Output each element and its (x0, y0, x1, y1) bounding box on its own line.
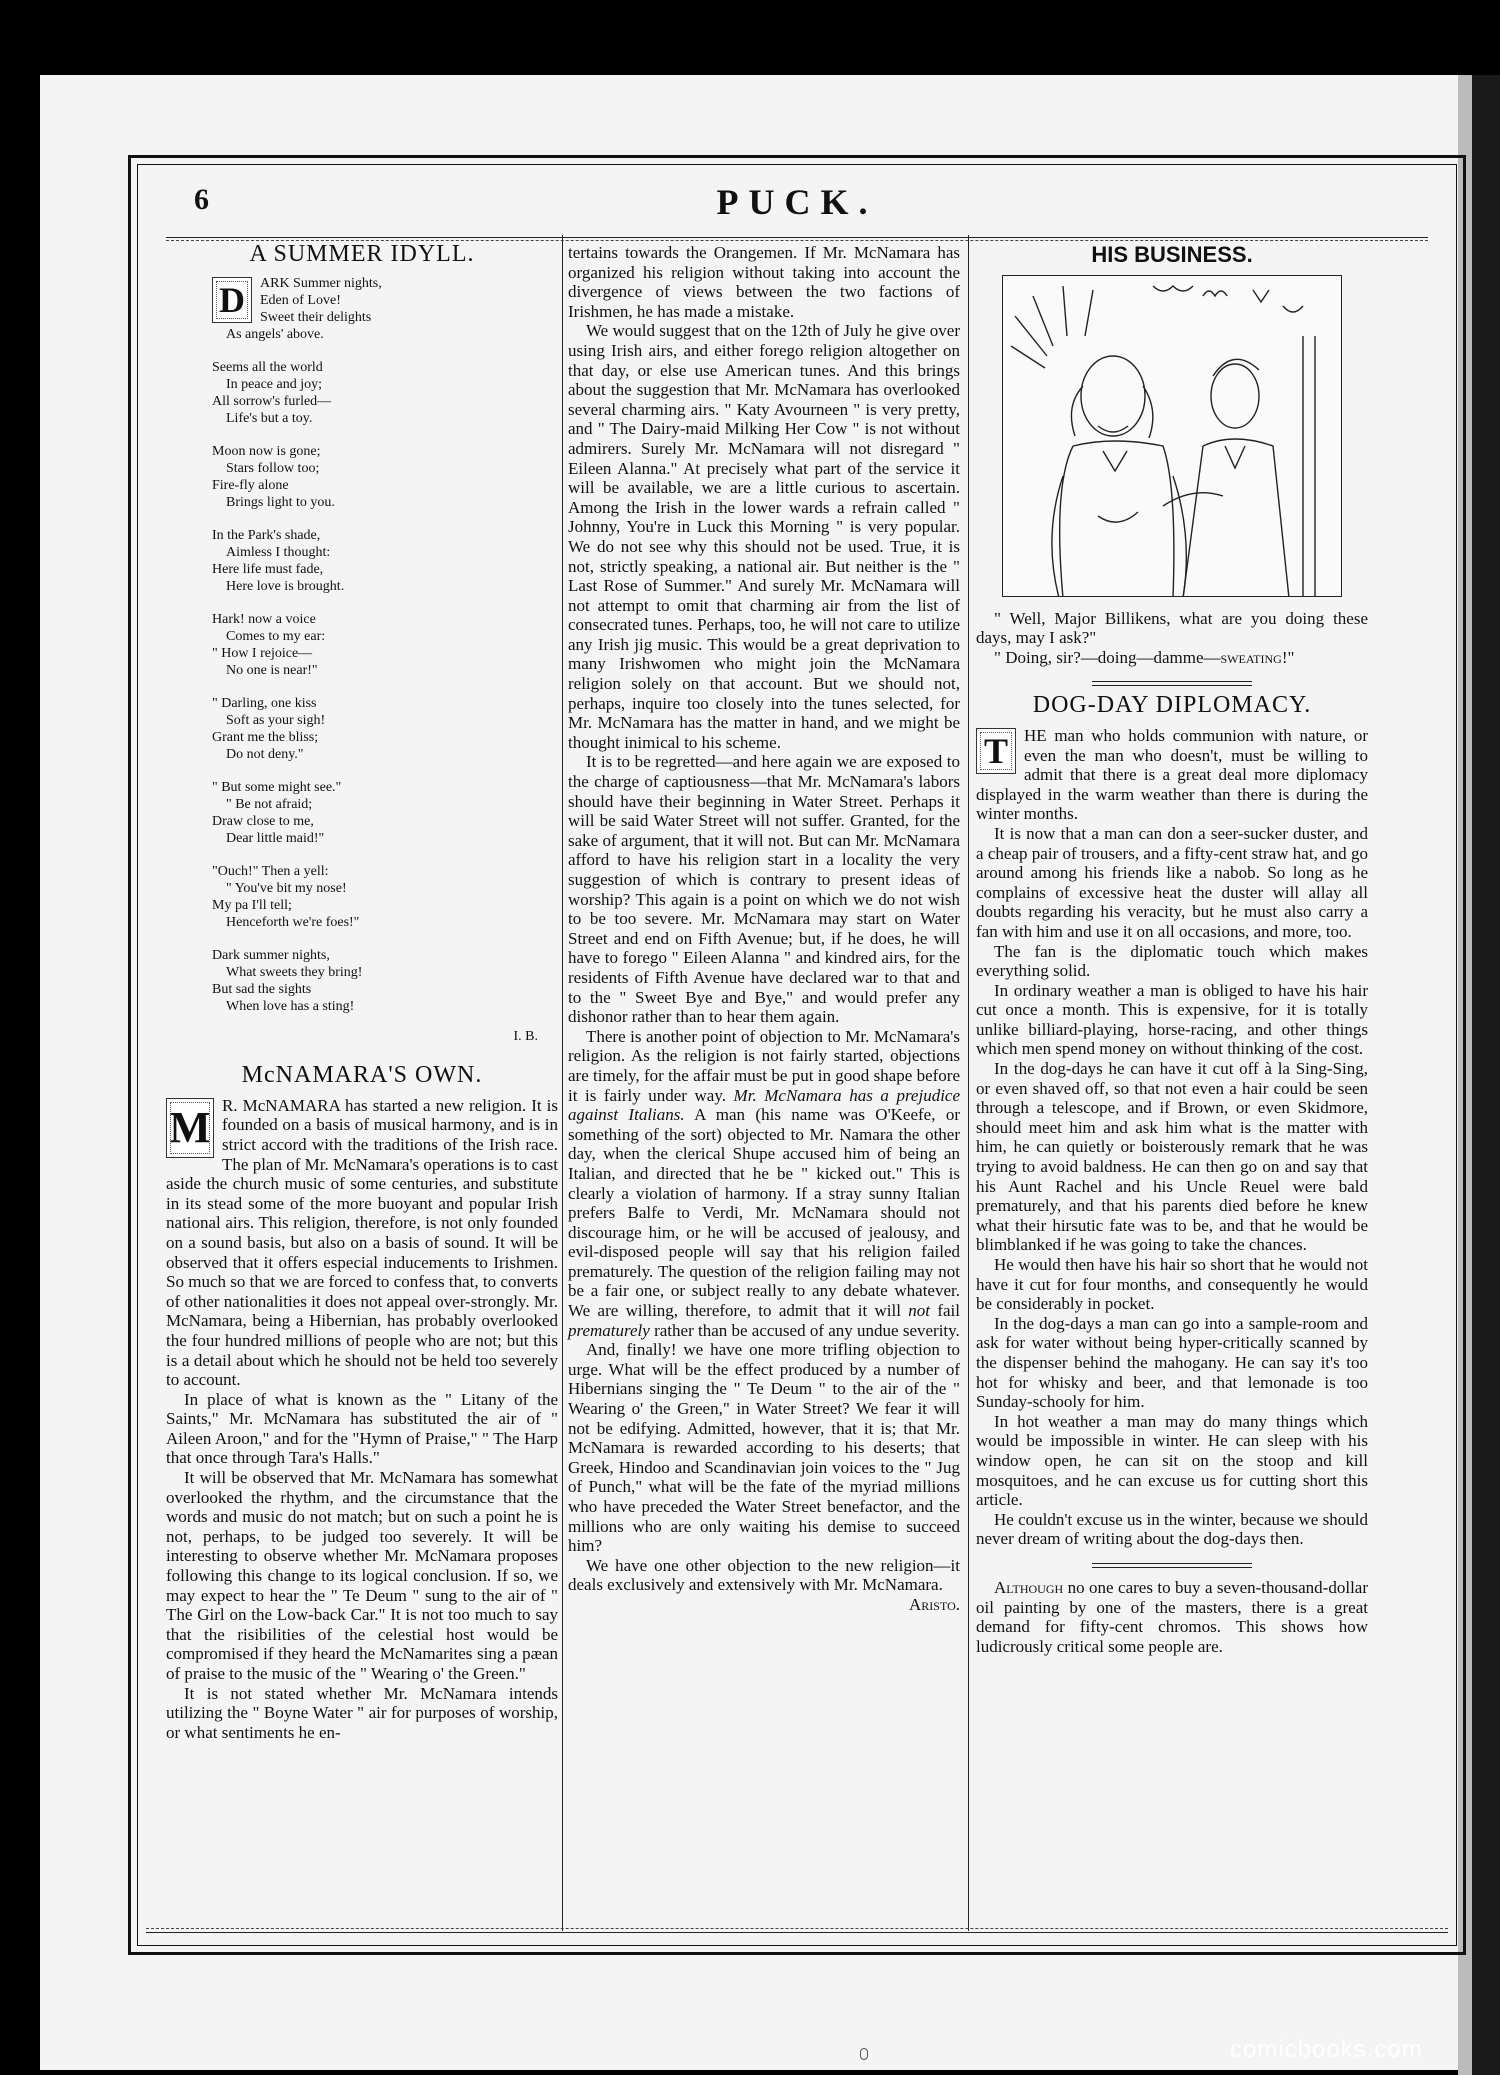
drop-cap: T (976, 728, 1016, 774)
article-paragraph: We have one other objection to the new religion—it deals exclusively and extensively with Mr. McNamara. Aristo. (568, 1555, 960, 1614)
column-rule (968, 235, 969, 1931)
section-divider (1092, 1563, 1252, 1564)
article-paragraph: He would then have his hair so short that he would not have it cut for four months, and consequently he would be considerably in pocket. (976, 1255, 1368, 1314)
poem-stanza: "Ouch!" Then a yell: " You've bit my nose! My pa I'll tell; Henceforth we're foes!" (212, 863, 360, 930)
drop-cap: D (212, 277, 252, 323)
column-1 (166, 243, 558, 1742)
article-paragraph: Although no one cares to buy a seven-thousand-dollar oil painting by one of the masters, there is a great demand for fifty-cent chromos. This shows how ludicrously critical some people are. (976, 1577, 1369, 1656)
poem-stanza: In the Park's shade, Aimless I thought: Here life must fade, Here love is brought. (212, 527, 345, 594)
article-paragraph: It is not stated whether Mr. McNamara intends utilizing the " Boyne Water " air for purposes of worship, or what sentiments he en- (166, 1683, 558, 1742)
drop-cap: M (166, 1098, 214, 1158)
article-paragraph: It is to be regretted—and here again we are exposed to the charge of captiousness—that Mr. McNamara's labors should have their beginning in Water Street. Perhaps it will be said Water Street will not suffer. Granted, for the sake of argument, that it will not. But can Mr. McNamara afford to have his religion start in a locality the very suggestion of which is contrary to present ideas of worship? This again is a point on which we do not wish to be too severe. Mr. McNamara may start on Water Street and end on Fifth Avenue; but, if he does, he will have to forego " Eileen Alanna " and kindred airs, for the residents of Fifth Avenue have declared war to that and to the " Sweet Bye and Bye," and would prefer any dishonor rather than to hear them again. (568, 752, 960, 1027)
article-paragraph: He couldn't excuse us in the winter, because we should never dream of writing about the dog-days then. (976, 1509, 1368, 1549)
article-paragraph: It is now that a man can don a seer-sucker duster, and a cheap pair of trousers, and a fifty-cent straw hat, and go around among his friends like a nabob. So long as he complains of excessive heat the duster will allay all doubts regarding his veracity, but he must also carry a fan with him and use it on all occasions, and more, too. (976, 823, 1368, 941)
poem-stanza: D ARK Summer nights, Eden of Love! Sweet their delights As angels' above. (212, 275, 558, 343)
page-header (158, 183, 1436, 223)
article-paragraph: The fan is the diplomatic touch which makes everything solid. (976, 941, 1368, 981)
article-paragraph: And, finally! we have one more trifling objection to urge. What will be the effect produced by a number of Hibernians singing the " Te Deum " to the air of the " Wearing o' the Green," in Water Street? We fear it will not be edifying. Admitted, however, that it is; that Mr. McNamara is rewarded according to his deserts; that Greek, Hindoo and Scandinavian join voices to the " Jug of Punch," what will be the fate of the myriad millions who have preceded the Water Street benefactor, and the millions who are only waiting his demise to succeed him? (568, 1340, 960, 1556)
column-rule (562, 235, 563, 1931)
article-title: McNAMARA'S OWN. (241, 1062, 483, 1089)
article-paragraph: In hot weather a man may do many things which would be impossible in winter. He can sleep with his window open, he can sit on the stoop and kill mosquitoes, and he can excuse us for cutting short this article. (976, 1411, 1368, 1510)
poem-stanza: Hark! now a voice Comes to my ear: " How I rejoice— No one is near!" (212, 611, 326, 678)
site-watermark: comicbooks.com (1230, 2036, 1423, 2063)
article-paragraph: It will be observed that Mr. McNamara has somewhat overlooked the rhythm, and the circumstance that the words and music do not match; but on such a point he is not, perhaps, to be judged too severely. It will be interesting to observe whether Mr. McNamara proposes following this change to its logical conclusion. If so, we may expect to hear the " Te Deum " sung to the air of " The Girl on the Low-back Car." It is not too much to say that the risibilities of the celestial host would be compromised if they heard the McNamarites sing a pæan of praise to the music of the " Wearing o' the Green." (166, 1468, 558, 1683)
poem-stanza: Dark summer nights, What sweets they bring! But sad the sights When love has a sting! (212, 947, 363, 1014)
poem-stanza: " But some might see." " Be not afraid; Draw close to me, Dear little maid!" (212, 779, 342, 846)
article-paragraph: tertains towards the Orangemen. If Mr. McNamara has organized his religion without taking into account the divergence of views between the two factions of Irishmen, he has made a mistake. (568, 243, 960, 321)
poem-stanza: " Darling, one kiss Soft as your sigh! Grant me the bliss; Do not deny." (212, 695, 326, 762)
article-title: DOG-DAY DIPLOMACY. (1032, 692, 1312, 719)
article-paragraph: We would suggest that on the 12th of July he give over using Irish airs, and either forego religion altogether on that day, or else use American tunes. And this brings about the suggestion that Mr. McNamara has overlooked several charming airs. " Katy Avourneen " is very pretty, and " The Dairy-maid Milking Her Cow " is not without admirers. Surely Mr. McNamara will not disregard " Eileen Alanna." At precisely what part of the service it will be available, we are a little curious to ascertain. Among the Irish in the lower wards a refrain called " Johnny, You're in Luck this Morning " is very popular. We do not see why this should not be used. True, it is not, strictly speaking, a national air. But neither is the " Last Rose of Summer." And surely Mr. McNamara will not attempt to omit that charming air from the list of consecrated tunes. Perhaps, too, he will not care to utilize any Irish jig music. This would be a great deprivation to many Irishwomen who might join the McNamara religion solely on that account. But we should not, perhaps, inquire too closely into the tunes selected, for Mr. McNamara has the matter in hand, and we might be thought inimical to his scheme. (568, 321, 960, 752)
page-mark (860, 2048, 868, 2060)
article-paragraph: T HE man who holds communion with nature, or even the man who doesn't, must be willing to admit that there is a great deal more diplomacy displayed in the warm weather than there is during the winter months. (976, 725, 1368, 824)
article-paragraph: In the dog-days a man can go into a sample-room and ask for water without being hyper-critically scanned by the dispenser behind the mahogany. He can say it's too hot for whisky and beer, and that lemonade is too Sunday-schooly for him. (976, 1313, 1368, 1412)
cartoon-title: HIS BUSINESS. (1091, 242, 1253, 267)
page-frame (128, 155, 1466, 1955)
column-2 (568, 243, 960, 1615)
section-divider (1092, 681, 1252, 682)
article-signature: Aristo. (909, 1594, 960, 1614)
column-3 (976, 243, 1368, 1656)
page-number: 6 (194, 183, 209, 216)
poem-signature: I. B. (513, 1028, 538, 1044)
poem-title: A SUMMER IDYLL. (249, 241, 475, 267)
masthead: PUCK. (716, 182, 878, 222)
cartoon-caption: " Well, Major Billikens, what are you doing these days, may I ask?" " Doing, sir?—doing—damme—sweating!" (976, 608, 1368, 667)
poem-stanza: Seems all the world In peace and joy; All sorrow's furled— Life's but a toy. (212, 359, 332, 426)
poem-stanza: Moon now is gone; Stars follow too; Fire-fly alone Brings light to you. (212, 443, 335, 510)
article-paragraph: There is another point of objection to Mr. McNamara's religion. As the religion is not fairly started, objections are timely, for the affair must be put in good shape before it is fairly under way. Mr. McNamara has a prejudice against Italians. A man (his name was O'Keefe, or something of the sort) objected to Mr. Namara the other day, when the clerical Shupe accused him of being an Italian, and directed that he be " kicked out." This is clearly a violation of harmony. If a stray sunny Italian prefers Balfe to Verdi, Mr. McNamara should not discourage him, or he will be accused of jealousy, and evil-disposed people will say that his religion failed prematurely. The question of the religion failing may not be a fair one, or subject really to any debate whatever. We are willing, therefore, to admit that it will not fail prematurely rather than be accused of any undue severity. (568, 1026, 961, 1340)
poem-body (212, 275, 558, 1015)
cartoon-illustration (1002, 275, 1342, 597)
article-paragraph: In place of what is known as the " Litany of the Saints," Mr. McNamara has substituted the air of " Aileen Aroon," and for the "Hymn of Praise," " The Harp that once through Tara's Halls." (166, 1389, 558, 1468)
article-paragraph: In the dog-days he can have it cut off à la Sing-Sing, or even shaved off, so that not even a hair could be seen through a telescope, and if Brown, or even Skidmore, should meet him and ask him what is the matter with him, he can quietly or boisterously remark that he was trying to avoid baldness. He can then go on and say that his Aunt Rachel and his Uncle Reuel were bald prematurely, and that his parents died before he knew what their hirsutic fate was to be, and that he would be blimblanked if he was going to take the chances. (976, 1059, 1368, 1255)
article-paragraph: In ordinary weather a man is obliged to have his hair cut once a month. This is expensive, for it is totally unlike billiard-playing, horse-racing, and other things which men spend money on without thinking of the cost. (976, 980, 1368, 1059)
article-paragraph: M R. McNAMARA has started a new religion. It is founded on a basis of musical harmony, and is in strict accord with the traditions of the Irish race. The plan of Mr. McNamara's operations is to cast aside the church music of some centuries, and substitute in its stead some of the more buoyant and popular Irish national airs. This religion, therefore, is not only founded on a sound basis, but also on a basis of sound. It will be observed that it offers especial inducements to Irishmen. So much so that we are forced to confess that, to converts of other nationalities it does not appeal over-strongly. Mr. McNamara, being a Hibernian, has probably overlooked the four hundred millions of people who are not; but this is a detail about which he should not be held too severely to account. (166, 1095, 558, 1390)
